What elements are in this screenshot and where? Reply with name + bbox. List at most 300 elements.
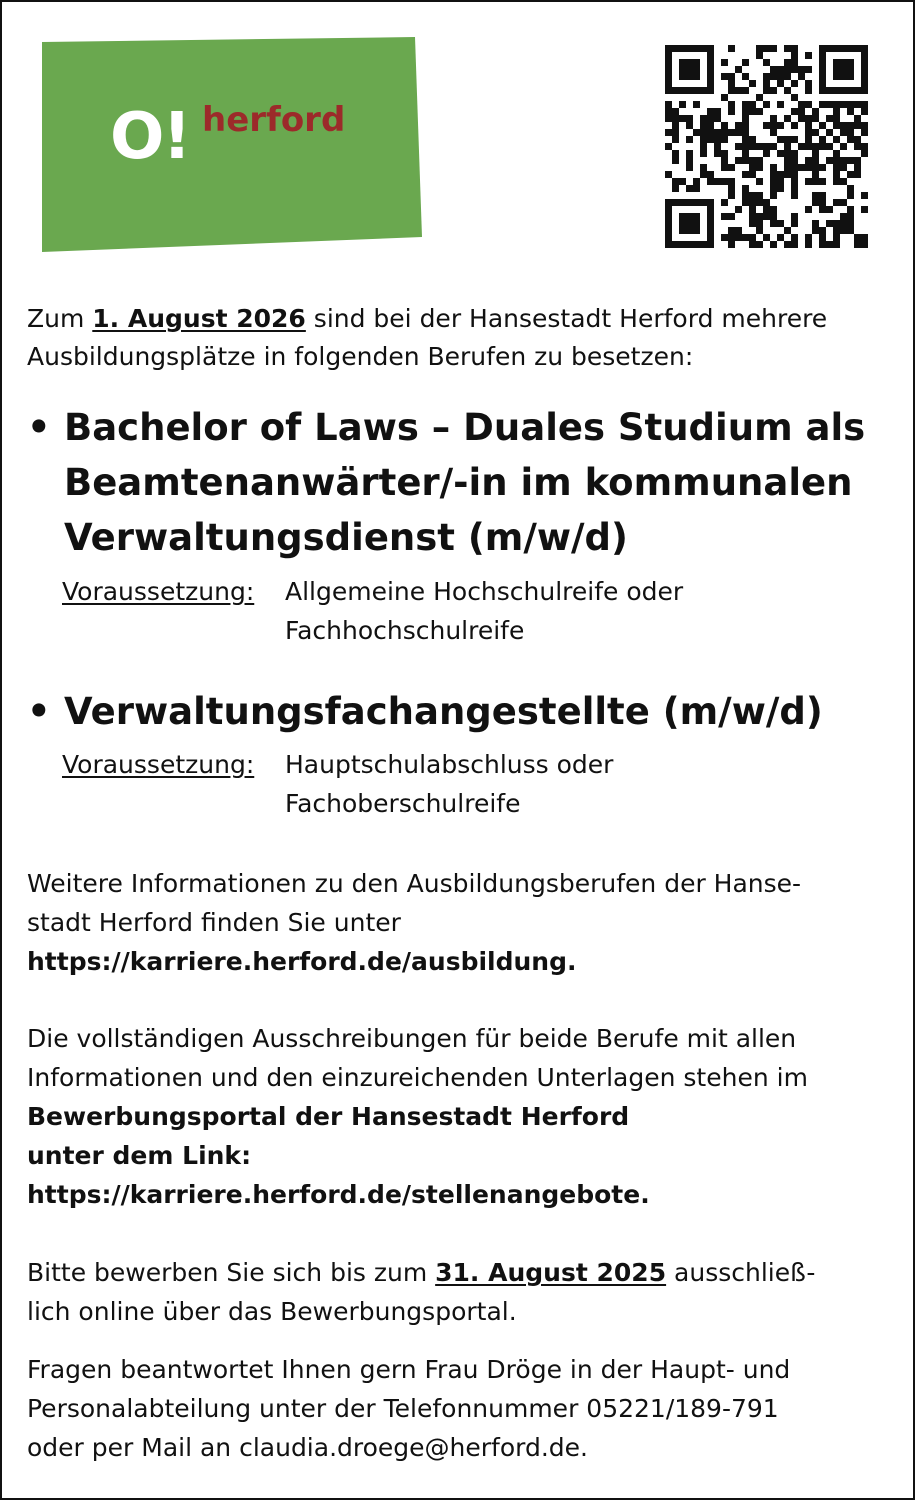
qr-module [770, 66, 777, 73]
qr-module [805, 52, 812, 59]
qr-module [791, 150, 798, 157]
qr-module [833, 101, 840, 108]
qr-module [742, 87, 749, 94]
qr-module [665, 171, 672, 178]
qr-module [770, 115, 777, 122]
qr-module [714, 136, 721, 143]
qr-module [679, 59, 700, 80]
qr-module [854, 143, 861, 150]
qr-module [784, 87, 791, 94]
qr-module [714, 178, 721, 185]
qr-module [819, 234, 826, 241]
qr-module [742, 129, 749, 136]
qr-module [812, 108, 819, 115]
qr-module [812, 171, 819, 178]
qr-module [735, 87, 742, 94]
job-title-line: Bachelor of Laws – Duales Studium als [64, 406, 866, 449]
qr-module [791, 234, 798, 241]
qr-module [777, 66, 784, 73]
qr-module [665, 101, 672, 108]
qr-module [847, 136, 854, 143]
qr-module [798, 66, 805, 73]
qr-module [847, 220, 854, 227]
qr-module [756, 192, 763, 199]
qr-module [812, 143, 819, 150]
qr-module [749, 136, 756, 143]
qr-module [805, 234, 812, 241]
qr-module [854, 171, 861, 178]
qr-module [819, 164, 826, 171]
qr-module [847, 192, 854, 199]
qr-module [819, 143, 826, 150]
qr-module [861, 150, 868, 157]
qr-module [749, 101, 756, 108]
qr-module [742, 136, 749, 143]
qr-module [812, 164, 819, 171]
qr-module [707, 129, 714, 136]
qr-module [735, 206, 742, 213]
qr-module [728, 227, 735, 234]
qr-module [742, 234, 749, 241]
qr-module [672, 108, 679, 115]
qr-module [770, 129, 777, 136]
qr-module [728, 241, 735, 248]
qr-module [791, 66, 798, 73]
qr-module [833, 122, 840, 129]
job-title [64, 400, 894, 565]
qr-module [812, 227, 819, 234]
requirement-line: Hauptschulabschluss oder [285, 750, 614, 779]
qr-module [693, 178, 700, 185]
qr-module [770, 178, 777, 185]
qr-module [763, 101, 770, 108]
deadline-line-1 [27, 1253, 892, 1292]
qr-module [805, 122, 812, 129]
qr-module [742, 59, 749, 66]
qr-module [805, 66, 812, 73]
qr-module [721, 150, 728, 157]
qr-module [812, 115, 819, 122]
qr-module [721, 157, 728, 164]
qr-module [714, 115, 721, 122]
qr-module [686, 150, 693, 157]
qr-module [700, 164, 707, 171]
qr-module [749, 192, 756, 199]
qr-module [763, 122, 770, 129]
qr-module [861, 129, 868, 136]
qr-module [770, 122, 777, 129]
qr-module [819, 241, 826, 248]
intro-line-2: Ausbildungsplätze in folgenden Berufen zu besetzen: [27, 342, 694, 371]
qr-module [826, 143, 833, 150]
qr-module [791, 185, 798, 192]
qr-module [707, 178, 714, 185]
qr-module [805, 143, 812, 150]
qr-module [707, 115, 714, 122]
qr-module [742, 73, 749, 80]
qr-module [714, 150, 721, 157]
qr-module [728, 108, 735, 115]
qr-module [707, 171, 714, 178]
requirement-bachelor [62, 572, 882, 652]
qr-module [784, 73, 791, 80]
qr-module [784, 150, 791, 157]
qr-module [756, 241, 763, 248]
qr-module [672, 122, 679, 129]
qr-module [833, 234, 840, 241]
qr-module [756, 45, 763, 52]
job-title-line: Beamtenanwärter/-in im kommunalen [64, 461, 853, 504]
qr-module [693, 129, 700, 136]
qr-module [728, 101, 735, 108]
qr-module [714, 129, 721, 136]
portal-bold-line-1: Bewerbungsportal der Hansestadt Herford [27, 1102, 630, 1131]
qr-module [826, 220, 833, 227]
qr-module [798, 164, 805, 171]
qr-module [749, 220, 756, 227]
qr-module [826, 157, 833, 164]
logo-mark: O! [110, 100, 190, 174]
qr-module [791, 220, 798, 227]
qr-module [861, 122, 868, 129]
qr-module [826, 115, 833, 122]
qr-module [672, 150, 679, 157]
qr-module [728, 185, 735, 192]
qr-module [791, 122, 798, 129]
qr-module [721, 129, 728, 136]
qr-module [735, 66, 742, 73]
herford-logo [42, 37, 422, 252]
qr-module [672, 185, 679, 192]
requirement-text [285, 745, 875, 823]
qr-module [721, 136, 728, 143]
qr-module [679, 178, 686, 185]
qr-module [672, 157, 679, 164]
qr-module [770, 185, 777, 192]
qr-module [686, 157, 693, 164]
qr-module [833, 157, 840, 164]
qr-module [756, 178, 763, 185]
qr-module [791, 192, 798, 199]
qr-module [707, 122, 714, 129]
qr-module [805, 87, 812, 94]
contact-line-1: Fragen beantwortet Ihnen gern Frau Dröge in der Haupt- und [27, 1355, 791, 1384]
qr-module [700, 129, 707, 136]
qr-module [833, 164, 840, 171]
qr-module [826, 241, 833, 248]
requirement-label: Voraussetzung: [62, 577, 255, 606]
contact-line-3: oder per Mail an claudia.droege@herford.de. [27, 1433, 588, 1462]
deadline-date: 31. August 2025 [435, 1258, 667, 1287]
intro-pre: Zum [27, 304, 93, 333]
qr-module [819, 199, 826, 206]
qr-module [812, 192, 819, 199]
qr-module [756, 220, 763, 227]
qr-module [798, 101, 805, 108]
qr-module [749, 206, 756, 213]
requirement-line: Fachoberschulreife [285, 789, 521, 818]
info-line-1: Weitere Informationen zu den Ausbildungsberufen der Hanse- [27, 869, 802, 898]
qr-module [784, 66, 791, 73]
contact-line-2: Personalabteilung unter der Telefonnummer 05221/189-791 [27, 1394, 779, 1423]
qr-module [728, 73, 735, 80]
qr-module [819, 122, 826, 129]
qr-module [861, 108, 868, 115]
qr-module [742, 143, 749, 150]
intro-post: sind bei der Hansestadt Herford mehrere [305, 304, 828, 333]
qr-module [777, 171, 784, 178]
qr-module [777, 220, 784, 227]
qr-module [770, 213, 777, 220]
qr-module [861, 241, 868, 248]
qr-module [812, 220, 819, 227]
qr-module [812, 150, 819, 157]
qr-module [805, 80, 812, 87]
deadline-pre: Bitte bewerben Sie sich bis zum [27, 1258, 436, 1287]
info-paragraph [27, 864, 892, 981]
qr-module [770, 241, 777, 248]
qr-module [777, 101, 784, 108]
qr-module [784, 45, 791, 52]
qr-module [791, 157, 798, 164]
qr-module [763, 213, 770, 220]
qr-module [707, 136, 714, 143]
qr-module [826, 206, 833, 213]
job-title-line: Verwaltungsdienst (m/w/d) [64, 516, 628, 559]
qr-module [777, 234, 784, 241]
qr-module [805, 129, 812, 136]
qr-module [742, 115, 749, 122]
qr-module [749, 234, 756, 241]
qr-module [798, 115, 805, 122]
qr-module [742, 157, 749, 164]
qr-module [749, 143, 756, 150]
qr-module [728, 234, 735, 241]
qr-module [840, 143, 847, 150]
qr-module [700, 136, 707, 143]
qr-module [847, 206, 854, 213]
qr-module [665, 108, 672, 115]
qr-module [749, 171, 756, 178]
qr-module [847, 171, 854, 178]
qr-module [735, 129, 742, 136]
qr-module [763, 150, 770, 157]
qr-module [854, 234, 861, 241]
qr-module [805, 206, 812, 213]
qr-module [840, 157, 847, 164]
qr-module [833, 115, 840, 122]
qr-module [777, 136, 784, 143]
qr-module [735, 227, 742, 234]
info-line-2: stadt Herford finden Sie unter [27, 908, 401, 937]
qr-module [791, 108, 798, 115]
qr-module [791, 164, 798, 171]
qr-module [777, 178, 784, 185]
requirement-text [285, 572, 875, 650]
stellenangebote-link[interactable]: https://karriere.herford.de/stellenangebote. [27, 1180, 650, 1209]
qr-module [840, 213, 847, 220]
qr-module [756, 213, 763, 220]
qr-module [679, 115, 686, 122]
qr-module [721, 59, 728, 66]
qr-module [840, 122, 847, 129]
qr-module [770, 87, 777, 94]
requirement-verwaltung [62, 745, 882, 825]
deadline-post: ausschließ- [666, 1258, 816, 1287]
qr-module [665, 115, 672, 122]
portal-paragraph [27, 1019, 892, 1214]
qr-module [819, 101, 826, 108]
logo-background [42, 37, 422, 252]
qr-module [833, 59, 854, 80]
qr-module [791, 241, 798, 248]
qr-module [805, 164, 812, 171]
intro-line-1 [27, 300, 892, 338]
qr-module [672, 178, 679, 185]
qr-module [847, 129, 854, 136]
qr-module [770, 143, 777, 150]
qr-module [749, 213, 756, 220]
qr-module [854, 115, 861, 122]
qr-module [784, 241, 791, 248]
qr-module [742, 150, 749, 157]
qr-module [665, 129, 672, 136]
qr-module [819, 227, 826, 234]
qr-module [672, 136, 679, 143]
qr-module [700, 171, 707, 178]
intro-paragraph [27, 300, 892, 376]
qr-module [805, 101, 812, 108]
qr-module [805, 115, 812, 122]
qr-module [763, 87, 770, 94]
qr-module [791, 52, 798, 59]
qr-module [763, 199, 770, 206]
qr-module [756, 94, 763, 101]
qr-module [672, 129, 679, 136]
qr-module [861, 206, 868, 213]
qr-module [735, 122, 742, 129]
qr-module [693, 101, 700, 108]
qr-module [714, 108, 721, 115]
qr-module [749, 164, 756, 171]
qr-module [777, 185, 784, 192]
qr-module [770, 45, 777, 52]
qr-module [777, 122, 784, 129]
qr-module [742, 171, 749, 178]
qr-module [728, 87, 735, 94]
qr-module [700, 150, 707, 157]
qr-module [861, 192, 868, 199]
qr-module [721, 213, 728, 220]
qr-module [749, 241, 756, 248]
qr-module [819, 136, 826, 143]
qr-module [861, 143, 868, 150]
qr-module [784, 227, 791, 234]
bullet: • [27, 690, 51, 733]
qr-module [728, 80, 735, 87]
qr-module [749, 108, 756, 115]
qr-module [749, 157, 756, 164]
qr-module [847, 227, 854, 234]
qr-module [833, 220, 840, 227]
portal-bold-line-2: unter dem Link: [27, 1141, 252, 1170]
qr-module [714, 143, 721, 150]
qr-module [700, 143, 707, 150]
qr-module [840, 227, 847, 234]
qr-module [840, 199, 847, 206]
qr-module [672, 115, 679, 122]
qr-module [805, 157, 812, 164]
qr-module [833, 136, 840, 143]
qr-module [742, 192, 749, 199]
qr-module [826, 129, 833, 136]
qr-module [728, 213, 735, 220]
qr-module [721, 164, 728, 171]
qr-module [777, 73, 784, 80]
qr-module [791, 59, 798, 66]
qr-module [805, 136, 812, 143]
qr-module [819, 206, 826, 213]
qr-module [833, 178, 840, 185]
qr-module [686, 122, 693, 129]
job-title-line: Verwaltungsfachangestellte (m/w/d) [64, 690, 823, 733]
qr-module [826, 101, 833, 108]
qr-module [686, 136, 693, 143]
qr-module [847, 185, 854, 192]
qr-module [791, 213, 798, 220]
qr-module [721, 73, 728, 80]
qr-module [840, 164, 847, 171]
qr-module [784, 143, 791, 150]
qr-module [784, 164, 791, 171]
deadline-paragraph [27, 1253, 892, 1331]
qr-module [721, 94, 728, 101]
qr-module [770, 164, 777, 171]
qr-module [812, 178, 819, 185]
qr-module [763, 45, 770, 52]
qr-module [777, 80, 784, 87]
qr-module [763, 143, 770, 150]
qr-module [861, 101, 868, 108]
qr-module [665, 143, 672, 150]
qr-module [847, 108, 854, 115]
qr-module [742, 101, 749, 108]
qr-module [735, 143, 742, 150]
logo-green-shape [42, 37, 422, 252]
qr-module [791, 136, 798, 143]
ausbildung-link[interactable]: https://karriere.herford.de/ausbildung. [27, 947, 577, 976]
qr-module [854, 241, 861, 248]
qr-module [756, 157, 763, 164]
qr-module [840, 178, 847, 185]
requirement-line: Fachhochschulreife [285, 616, 525, 645]
qr-module [700, 122, 707, 129]
qr-module [686, 164, 693, 171]
qr-module [735, 234, 742, 241]
qr-module [854, 157, 861, 164]
qr-module [784, 115, 791, 122]
qr-code-icon [657, 37, 877, 255]
qr-module [679, 101, 686, 108]
qr-module [700, 115, 707, 122]
qr-module [742, 185, 749, 192]
requirement-label: Voraussetzung: [62, 750, 255, 779]
logo-wordmark: herford [202, 100, 346, 140]
qr-module [735, 157, 742, 164]
portal-line-2: Informationen und den einzureichenden Unterlagen stehen im [27, 1063, 808, 1092]
qr-module [791, 80, 798, 87]
qr-module [679, 213, 700, 234]
